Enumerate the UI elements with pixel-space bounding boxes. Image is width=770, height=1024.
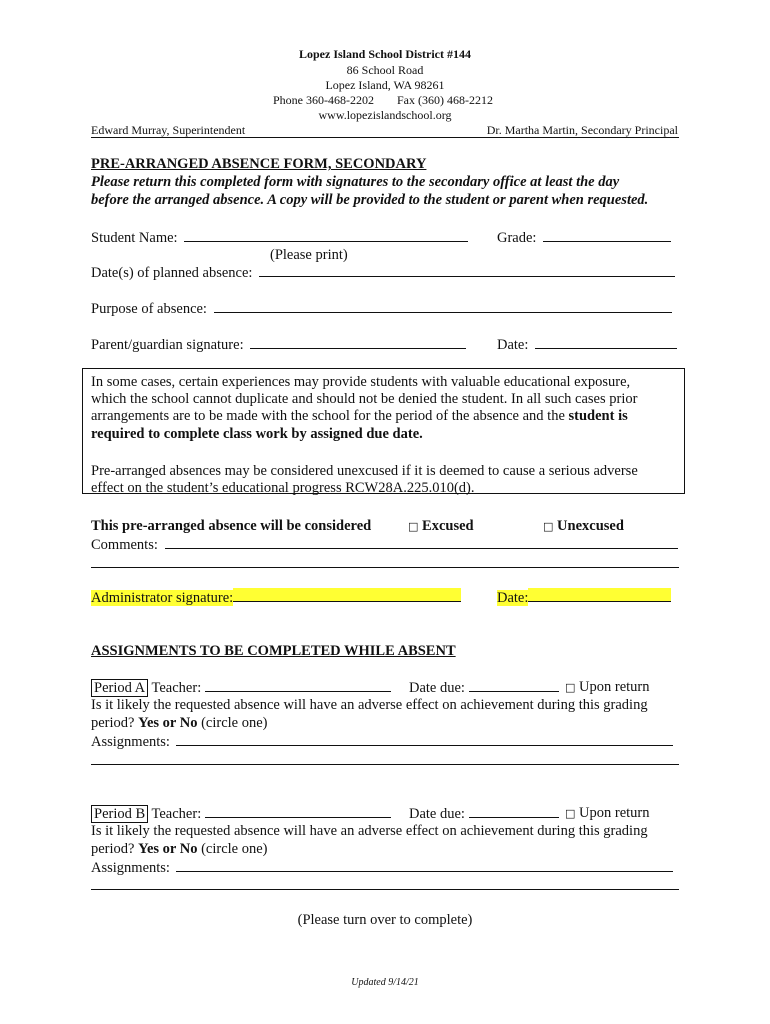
period-b-teacher-label: Teacher: (151, 806, 202, 822)
comments-row (91, 535, 678, 554)
period-a-yes-or-no[interactable]: Yes or No (138, 715, 198, 731)
period-b-label: Period B (91, 805, 148, 823)
period-b-question-line1: Is it likely the requested absence will have an adverse effect on achievement during this grading (91, 823, 648, 839)
period-a-row (91, 678, 391, 697)
district-fax: Fax (360) 468-2212 (397, 93, 493, 107)
purpose-row (91, 299, 672, 318)
dates-label: Date(s) of planned absence: (91, 265, 253, 281)
grade-label: Grade: (497, 230, 537, 246)
period-b-assignments-extra-line[interactable] (91, 889, 679, 890)
period-b-teacher-field[interactable] (205, 804, 391, 818)
form-title: PRE-ARRANGED ABSENCE FORM, SECONDARY (91, 156, 427, 172)
district-street: 86 School Road (346, 63, 424, 77)
period-a-upon-return[interactable] (565, 678, 650, 697)
parent-signature-label: Parent/guardian signature: (91, 337, 244, 353)
letterhead-divider (91, 137, 679, 138)
student-name-field[interactable] (184, 228, 468, 242)
admin-signature-label: Administrator signature: (91, 590, 234, 606)
notice-line3-text: arrangements are to be made with the school for the period of the absence and the (91, 408, 565, 424)
parent-date-field[interactable] (535, 335, 677, 349)
form-instructions-line1: Please return this completed form with signatures to the secondary office at least the day (91, 174, 620, 190)
period-a-assignments-row (91, 732, 673, 751)
purpose-field[interactable] (214, 299, 672, 313)
unexcused-option[interactable] (543, 517, 624, 536)
period-b-assignments-row (91, 858, 673, 877)
assignments-heading: ASSIGNMENTS TO BE COMPLETED WHILE ABSENT (91, 643, 456, 659)
admin-date-row (497, 588, 671, 607)
form-instructions-line2: before the arranged absence. A copy will be provided to the student or parent when requested. (91, 192, 649, 208)
principal-name: Dr. Martha Martin, Secondary Principal (486, 123, 678, 137)
period-a-question-suffix: (circle one) (201, 715, 268, 731)
purpose-label: Purpose of absence: (91, 301, 207, 317)
period-b-date-due-field[interactable] (469, 804, 559, 818)
district-website: www.lopezislandschool.org (318, 108, 452, 122)
comments-extra-line[interactable] (91, 567, 679, 568)
excused-label: Excused (422, 518, 474, 534)
period-a-assignments-extra-line[interactable] (91, 764, 679, 765)
period-b-question-line2 (91, 840, 268, 858)
period-a-date-due (409, 678, 559, 697)
period-a-date-due-field[interactable] (469, 678, 559, 692)
notice-line2: which the school cannot duplicate and should not be denied the student. In all such cases prior (91, 391, 638, 407)
admin-signature-row (91, 588, 461, 607)
comments-field[interactable] (165, 535, 678, 549)
grade-row (497, 228, 671, 247)
superintendent-name: Edward Murray, Superintendent (91, 123, 246, 137)
admin-signature-field[interactable] (233, 588, 461, 602)
period-a-teacher-label: Teacher: (151, 680, 202, 696)
period-a-upon-return-checkbox-icon[interactable]: □ (565, 681, 576, 694)
period-b-date-due-label: Date due: (409, 806, 465, 822)
notice-para2-line1: Pre-arranged absences may be considered unexcused if it is deemed to cause a serious adverse (91, 463, 638, 479)
notice-line3-bold: student is (568, 408, 628, 424)
period-a-date-due-label: Date due: (409, 680, 465, 696)
parent-date-row (497, 335, 677, 354)
parent-signature-field[interactable] (250, 335, 466, 349)
period-b-assignments-label: Assignments: (91, 860, 170, 876)
excused-option[interactable] (408, 517, 474, 536)
period-b-upon-return[interactable] (565, 804, 650, 823)
notice-line4: required to complete class work by assigned due date. (91, 426, 423, 442)
student-name-label: Student Name: (91, 230, 178, 246)
please-print-note: (Please print) (270, 247, 348, 263)
parent-date-label: Date: (497, 337, 529, 353)
considered-label: This pre-arranged absence will be considered (91, 518, 372, 534)
period-a-teacher-field[interactable] (205, 678, 391, 692)
dates-row (91, 263, 675, 282)
admin-date-field[interactable] (528, 588, 671, 602)
period-a-label: Period A (91, 679, 148, 697)
dates-field[interactable] (259, 263, 675, 277)
updated-date: Updated 9/14/21 (351, 977, 419, 988)
student-name-row (91, 228, 468, 247)
district-name: Lopez Island School District #144 (298, 47, 471, 61)
period-a-question-line2 (91, 714, 268, 732)
period-a-assignments-label: Assignments: (91, 734, 170, 750)
period-a-question-line1: Is it likely the requested absence will have an adverse effect on achievement during this grading (91, 697, 648, 713)
notice-line1: In some cases, certain experiences may provide students with valuable educational exposure, (91, 374, 631, 390)
period-b-row (91, 804, 391, 823)
district-city: Lopez Island, WA 98261 (325, 78, 445, 92)
period-a-upon-return-label: Upon return (579, 679, 650, 695)
parent-signature-row (91, 335, 466, 354)
period-b-question-prefix: period? (91, 841, 135, 857)
turn-over-note: (Please turn over to complete) (297, 912, 473, 928)
period-b-upon-return-label: Upon return (579, 805, 650, 821)
unexcused-label: Unexcused (557, 518, 624, 534)
district-phone: Phone 360-468-2202 (273, 93, 374, 107)
unexcused-checkbox-icon[interactable]: □ (543, 520, 554, 533)
excused-checkbox-icon[interactable]: □ (408, 520, 419, 533)
notice-para2-line2: effect on the student’s educational progress RCW28A.225.010(d). (91, 480, 475, 496)
grade-field[interactable] (543, 228, 671, 242)
comments-label: Comments: (91, 537, 158, 553)
period-a-question-prefix: period? (91, 715, 135, 731)
notice-line3 (91, 407, 628, 425)
period-b-question-suffix: (circle one) (201, 841, 268, 857)
period-b-assignments-field[interactable] (176, 858, 673, 872)
period-a-assignments-field[interactable] (176, 732, 673, 746)
period-b-date-due (409, 804, 559, 823)
period-b-yes-or-no[interactable]: Yes or No (138, 841, 198, 857)
admin-date-label: Date: (497, 590, 529, 606)
period-b-upon-return-checkbox-icon[interactable]: □ (565, 807, 576, 820)
